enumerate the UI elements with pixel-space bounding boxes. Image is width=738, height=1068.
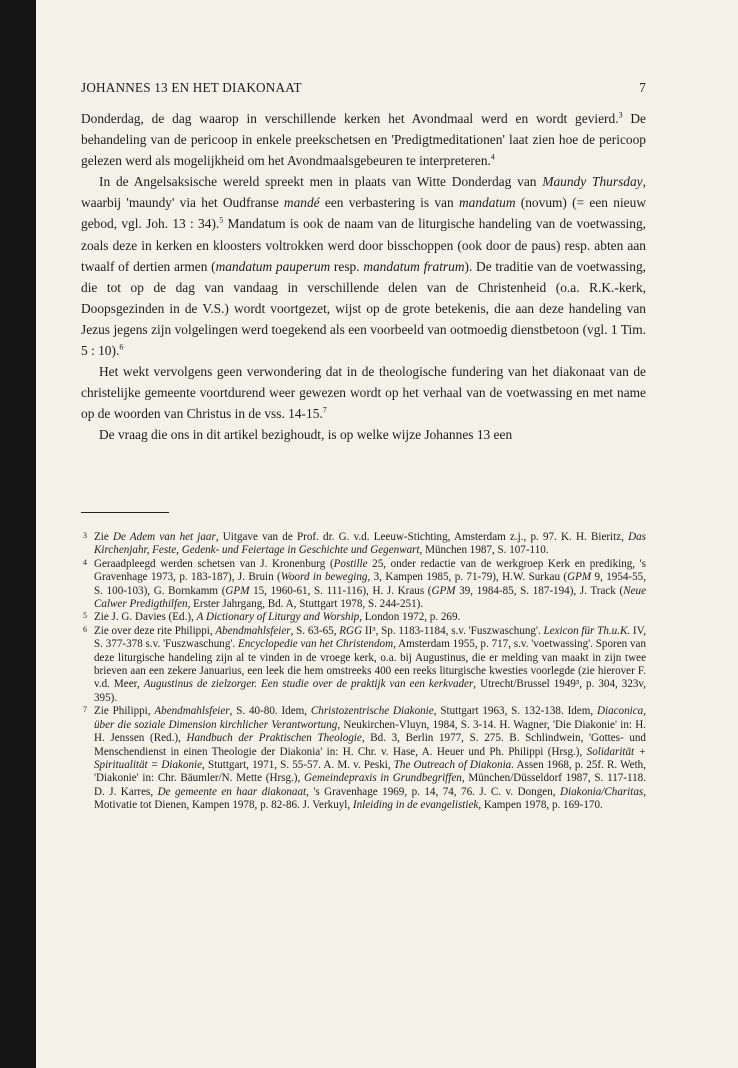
italic-text: RGG <box>339 624 363 637</box>
text-run: , München/Düsseldorf 1987, S. 117-118. D. J. Karres, <box>94 772 646 798</box>
italic-text: GPM <box>431 584 456 597</box>
text-run: , S. 40-80. Idem, <box>229 705 311 718</box>
text-run: , Kampen 1978, p. 169-170. <box>478 799 603 812</box>
text-run: Zie over deze rite Philippi, <box>94 624 216 637</box>
italic-text: Abendmahlsfeier <box>154 705 230 718</box>
footnote-number: 7 <box>83 705 87 715</box>
text-run: , Utrecht/Brussel 1949³, p. 304, 323v, 395). <box>94 678 647 704</box>
text-run: Zie <box>94 531 113 543</box>
book-page <box>36 0 738 1068</box>
footnote-ref-3[interactable]: 3 <box>618 110 623 120</box>
text-run: Mandatum is ook de naam van de liturgische handeling van de voetwassing, zoals deze in kerken en kloosters voltrokken werd door bisschoppen (ook door de paus) resp. abten aan twaalf of dertien armen ( <box>81 216 646 274</box>
italic-text: Diakonia/Charitas <box>560 785 644 798</box>
text-run: , Motivatie tot Dienen, Kampen 1978, p. 82-86. J. Verkuyl, <box>94 785 646 812</box>
footnote-divider <box>81 512 169 513</box>
text-run: , London 1972, p. 269. <box>359 611 461 624</box>
text-run: Zie J. G. Davies (Ed.), <box>94 611 197 624</box>
italic-text: Das Kirchenjahr, Feste, Gedenk- und Feiertage in Geschichte und Gegenwart <box>94 531 647 557</box>
italic-text: mandé <box>283 195 320 211</box>
text-run: , Neukirchen-Vluyn, 1984, S. 3-14. H. Wagner, 'Die Diakonie' in: H. H. Jenssen (Red.), <box>94 718 646 745</box>
text-run: , Stuttgart, 1971, S. 55-57. A. M. v. Peski, <box>202 758 394 771</box>
text-run: resp. <box>330 258 364 274</box>
paragraph-4: De vraag die ons in dit artikel bezighoudt, is op welke wijze Johannes 13 een <box>99 427 513 443</box>
footnote-3 <box>81 531 646 558</box>
running-title: JOHANNES 13 EN HET DIAKONAAT <box>81 80 302 95</box>
italic-text: Neue Calwer Predigthilfen, <box>94 584 646 611</box>
footnote-ref-6[interactable]: 6 <box>119 342 124 352</box>
text-run: De behandeling van de pericoop in enkele preekschetsen en 'Predigtmeditationen' laat zien hoe de pericoop gelezen werd als mogelijkheid om het Avondmaalsgebeuren te interpreteren. <box>81 111 646 169</box>
text-run: Het wekt vervolgens geen verwondering dat in de theologische fundering van het diakonaat van de christelijke gemeente voortdurend weer gewezen wordt op het verhaal van de voetwassing en met name op de woorden van Christus in de vss. 14-15. <box>81 364 646 422</box>
footnote-number: 4 <box>83 557 87 567</box>
footnote-ref-4[interactable]: 4 <box>490 152 495 162</box>
italic-text: Christozentrische Diakonie <box>310 705 434 718</box>
footnote-ref-7[interactable]: 7 <box>322 405 327 415</box>
text-run: , 3, Kampen 1985, p. 71-79), H.W. Surkau ( <box>367 571 568 584</box>
text-run: 15, 1960-61, S. 111-116), H. J. Kraus ( <box>249 584 432 597</box>
footnote-6 <box>81 625 646 705</box>
italic-text: De Adem van het jaar <box>112 531 216 543</box>
italic-text: A Dictionary of Liturgy and Worship <box>196 611 360 624</box>
text-run: een verbastering is van <box>319 195 459 211</box>
italic-text: Augustinus de zielzorger. Een studie over de praktijk van een kerkvader <box>143 678 474 691</box>
italic-text: GPM <box>225 584 250 597</box>
text-run: 25, onder redactie van de werkgroep Kerk en prediking, 's Gravenhage 1973, p. 183-187), J. Bruin ( <box>94 557 646 584</box>
text-run: , waarbij 'maundy' via het Oudfranse <box>81 174 646 211</box>
footnote-4 <box>81 558 646 612</box>
italic-text: Woord in beweging <box>280 571 368 584</box>
italic-text: Inleiding in de evangelistiek <box>352 799 479 812</box>
text-run: II³, Sp. 1183-1184, s.v. 'Fuszwaschung'. <box>362 624 544 637</box>
text-run: Geraadpleegd werden schetsen van J. Kronenburg ( <box>94 557 334 570</box>
footnote-number: 6 <box>83 624 87 634</box>
text-run: , 's Gravenhage 1969, p. 14, 74, 76. J. C. v. Dongen, <box>306 785 560 798</box>
text-run: 9, 1954-55, S. 100-103), G. Bornkamm ( <box>94 571 646 597</box>
italic-text: Postille <box>333 557 368 570</box>
text-run: ). De traditie van de voetwassing, die tot op de dag van vandaag in verschillende delen van de Christenheid (o.a. R.K.-kerk, Doopsgezinden in de V.S.) wordt voortgezet, wijst op de grote betekenis, die aan deze handeling van Jezus jegens zijn volgelingen werd toegekend als een voorbeeld van ootmoedig dienstbetoon (vgl. 1 Tim. 5 : 10). <box>81 258 647 359</box>
text-run: , Stuttgart 1963, S. 132-138. Idem, <box>433 705 597 718</box>
italic-text: Maundy Thursday <box>542 174 643 190</box>
text-run: , S. 63-65, <box>290 624 340 637</box>
italic-text: The Outreach of Diakonia. <box>393 758 514 771</box>
italic-text: Solidarität + Spiritualität = Diakonie <box>94 745 646 771</box>
text-run: 39, 1984-85, S. 187-194), J. Track ( <box>455 584 624 597</box>
text-run: Donderdag, de dag waarop in verschillende kerken het Avondmaal werd en wordt gevierd. <box>81 111 619 126</box>
paragraph-2 <box>81 171 646 361</box>
footnote-7 <box>81 705 646 812</box>
italic-text: mandatum fratrum <box>363 258 465 274</box>
text-run: IV, S. 377-378 s.v. 'Fuszwaschung'. <box>94 624 646 651</box>
running-header <box>81 80 646 96</box>
text-run: , Amsterdam 1955, p. 717, s.v. 'voetwassing'. Sporen van deze liturgische handeling zijn al te vinden in de vroege kerk, o.a. bij Augustinus, die er melding van maakt in zijn twee brieven aan een zekere Januarius, een leek die hem omstreeks 400 een reeks liturgische kwesties voorlegde (zie hierover F. v.d. Meer, <box>94 638 647 691</box>
footnote-number: 5 <box>83 611 87 621</box>
body-text <box>81 108 646 446</box>
italic-text: Lexicon für Th.u.K. <box>543 624 631 637</box>
text-run: Assen 1968, p. 25f. R. Weth, 'Diakonie' in: Chr. Bäumler/N. Mette (Hrsg.), <box>94 758 646 785</box>
text-run: (novum) (= een nieuw gebod, vgl. Joh. 13 : 34). <box>81 195 646 232</box>
italic-text: GPM <box>567 571 592 584</box>
text-run: In de Angelsaksische wereld spreekt men in plaats van Witte Donderdag van <box>99 174 543 190</box>
page-number: 7 <box>639 80 646 95</box>
italic-text: Handbuch der Praktischen Theologie <box>186 732 362 745</box>
italic-text: Diaconica, über die soziale Dimension kirchlicher Verantwortung <box>94 705 646 731</box>
italic-text: Abendmahlsfeier <box>215 624 291 637</box>
footnote-ref-5[interactable]: 5 <box>219 216 224 225</box>
paragraph-3 <box>81 361 646 424</box>
italic-text: Encyclopedie van het Christendom <box>237 638 394 651</box>
text-run: Erster Jahrgang, Bd. A, Stuttgart 1978, S. 244-251). <box>190 598 424 611</box>
footnotes <box>81 531 646 813</box>
italic-text: Gemeindepraxis in Grundbegriffen <box>304 772 462 785</box>
text-run: , Bd. 3, Berlin 1977, S. 275. B. Schlindwein, 'Gottes- und Menschendienst in einen Theologie der Diakonia' in: H. Chr. v. Hase, A. Heuer und Ph. Philippi (Hrsg.), <box>94 732 646 758</box>
italic-text: mandatum pauperum <box>215 258 331 274</box>
italic-text: mandatum <box>458 195 516 211</box>
text-run: , München 1987, S. 107-110. <box>419 544 549 557</box>
text-run: Zie Philippi, <box>94 705 155 718</box>
paragraph-1 <box>81 108 646 171</box>
footnote-number: 3 <box>83 531 87 540</box>
text-run: , Uitgave van de Prof. dr. G. v.d. Leeuw-Stichting, Amsterdam z.j., p. 97. K. H. Bieritz, <box>215 531 629 543</box>
footnote-5 <box>81 611 646 624</box>
italic-text: De gemeente en haar diakonaat <box>157 785 307 798</box>
